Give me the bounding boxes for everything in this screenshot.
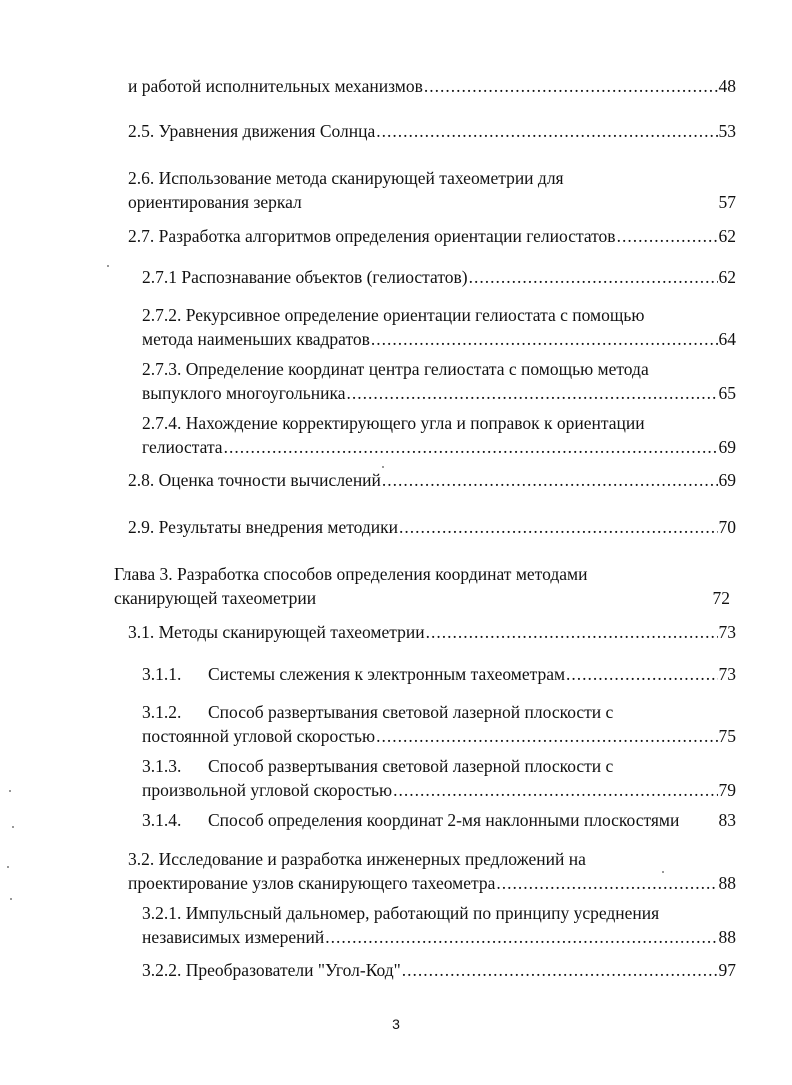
dot-leader <box>346 381 717 405</box>
toc-entry[interactable] <box>128 468 736 492</box>
toc-entry-title: выпуклого многоугольника <box>142 383 346 403</box>
toc-page-number: 97 <box>718 960 736 980</box>
toc-entry-title: проектирование узлов сканирующего тахеометра <box>128 873 496 893</box>
toc-entry-title: 2.5. Уравнения движения Солнца <box>128 121 376 141</box>
toc-page-number: 64 <box>718 329 736 349</box>
toc-page-number: 69 <box>718 470 736 490</box>
toc-entry[interactable] <box>128 515 736 539</box>
toc-entry-title: 2.7. Разработка алгоритмов определения ориентации гелиостатов <box>128 226 616 246</box>
toc-entry[interactable] <box>142 808 736 832</box>
dot-leader <box>426 620 718 644</box>
toc-entry[interactable] <box>142 700 736 748</box>
toc-entry-title: 3.1. Методы сканирующей тахеометрии <box>128 622 425 642</box>
toc-entry[interactable] <box>128 620 736 644</box>
dot-leader <box>617 224 718 248</box>
toc-entry[interactable] <box>128 847 736 895</box>
toc-page-number: 72 <box>712 588 730 608</box>
toc-page-number: 73 <box>718 622 736 642</box>
dot-leader <box>469 265 718 289</box>
dot-leader <box>325 925 717 949</box>
toc-entry-title: Способ определения координат 2-мя наклонными плоскостями <box>208 810 680 830</box>
toc-entry-number: 3.1.3. <box>142 756 182 776</box>
toc-page-number: 48 <box>718 76 736 96</box>
toc-entry-number: 3.1.1. <box>142 664 182 684</box>
toc-entry-title: сканирующей тахеометрии <box>114 588 317 608</box>
toc-entry-title: Способ развертывания световой лазерной плоскости с <box>208 756 614 776</box>
toc-page-number: 88 <box>718 927 736 947</box>
toc-entry[interactable] <box>142 662 736 686</box>
toc-entry-number: 3.1.2. <box>142 702 182 722</box>
toc-entry[interactable] <box>128 224 736 248</box>
toc-entry-title: метода наименьших квадратов <box>142 329 370 349</box>
toc-entry[interactable] <box>142 958 736 982</box>
dot-leader <box>376 119 717 143</box>
scan-speck <box>10 898 12 900</box>
toc-entry-title: 2.7.3. Определение координат центра гелиостата с помощью метода <box>142 359 649 379</box>
toc-entry[interactable] <box>142 754 736 802</box>
toc-entry-title: гелиостата <box>142 437 223 457</box>
toc-page-number: 83 <box>718 810 736 830</box>
toc-entry[interactable] <box>128 166 736 214</box>
toc-entry-title: 2.7.4. Нахождение корректирующего угла и поправок к ориентации <box>142 413 645 433</box>
dot-leader <box>399 515 717 539</box>
toc-entry-title: произвольной угловой скоростью <box>142 780 393 800</box>
scan-speck <box>382 466 384 468</box>
toc-entry-title: 2.7.2. Рекурсивное определение ориентации гелиостата с помощью <box>142 305 645 325</box>
toc-entry-title: Способ развертывания световой лазерной плоскости с <box>208 702 614 722</box>
scan-speck <box>12 826 14 828</box>
toc-page-number: 79 <box>718 780 736 800</box>
dot-leader <box>402 958 718 982</box>
toc-page-number: 69 <box>718 437 736 457</box>
scan-speck <box>9 790 11 792</box>
toc-entry[interactable] <box>142 357 736 405</box>
toc-entry-title: независимых измерений <box>142 927 325 947</box>
toc-entry-title: Глава 3. Разработка способов определения координат методами <box>114 564 588 584</box>
dot-leader <box>566 662 717 686</box>
toc-entry[interactable] <box>142 901 736 949</box>
toc-page-number: 73 <box>718 664 736 684</box>
toc-entry[interactable] <box>114 562 730 610</box>
toc-entry-title: 2.6. Использование метода сканирующей тахеометрии для <box>128 168 564 188</box>
toc-entry-title: 2.8. Оценка точности вычислений <box>128 470 381 490</box>
toc-page-number: 57 <box>718 192 736 212</box>
scan-speck <box>107 265 109 267</box>
toc-page-number: 75 <box>718 726 736 746</box>
toc-entry[interactable] <box>128 119 736 143</box>
toc-entry-number: 3.1.4. <box>142 810 182 830</box>
toc-entry[interactable] <box>142 303 736 351</box>
toc-page-number: 88 <box>718 873 736 893</box>
toc-entry-title: 2.7.1 Распознавание объектов (гелиостатов) <box>142 267 468 287</box>
toc-entry-title: 2.9. Результаты внедрения методики <box>128 517 399 537</box>
dot-leader <box>376 724 717 748</box>
toc-entry-title: и работой исполнительных механизмов <box>128 76 423 96</box>
toc-entry-title: 3.2.1. Импульсный дальномер, работающий по принципу усреднения <box>142 903 660 923</box>
page-number: 3 <box>392 1016 400 1032</box>
scan-speck <box>7 866 9 868</box>
dot-leader <box>424 74 718 98</box>
toc-page-number: 53 <box>718 121 736 141</box>
toc-page-number: 65 <box>718 383 736 403</box>
toc-entry[interactable] <box>128 74 736 98</box>
dot-leader <box>393 778 717 802</box>
toc-page-number: 70 <box>718 517 736 537</box>
scan-speck <box>662 871 664 873</box>
dot-leader <box>496 871 717 895</box>
toc-entry-title: ориентирования зеркал <box>128 192 302 212</box>
dot-leader <box>382 468 718 492</box>
toc-page-number: 62 <box>718 267 736 287</box>
toc-entry-title: 3.2. Исследование и разработка инженерных предложений на <box>128 849 586 869</box>
toc-entry[interactable] <box>142 265 736 289</box>
toc-entry-title: 3.2.2. Преобразователи "Угол-Код" <box>142 960 401 980</box>
toc-entry-title: постоянной угловой скоростью <box>142 726 376 746</box>
dot-leader <box>224 435 718 459</box>
toc-page-number: 62 <box>718 226 736 246</box>
toc-entry-title: Системы слежения к электронным тахеометрам <box>208 664 566 684</box>
dot-leader <box>371 327 718 351</box>
toc-entry[interactable] <box>142 411 736 459</box>
